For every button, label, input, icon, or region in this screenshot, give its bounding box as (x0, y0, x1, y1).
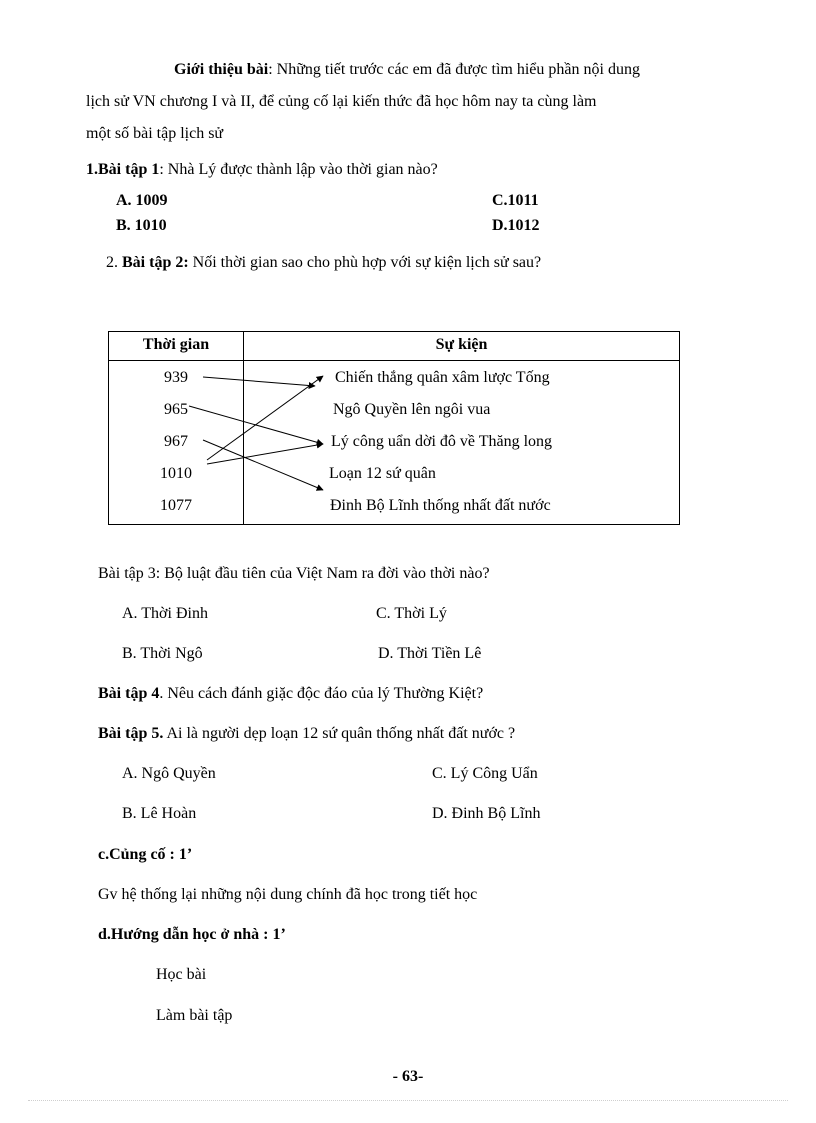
exercise-2-label: Bài tập 2: (122, 254, 189, 271)
exercise-1-label: 1.Bài tập 1 (86, 161, 160, 178)
intro-line-3: một số bài tập lịch sử (86, 125, 224, 142)
exercise-3-question: Bài tập 3: Bộ luật đầu tiên của Việt Nam ra đời vào thời nào? (98, 565, 490, 582)
homework-item: Làm bài tập (156, 1007, 233, 1024)
homework-heading: d.Hướng dẫn học ở nhà : 1’ (98, 926, 286, 943)
page-number: - 63- (392, 1068, 424, 1085)
consolidate-text: Gv hệ thống lại những nội dung chính đã học trong tiết học (98, 886, 478, 903)
year-cell: 1077 (160, 497, 192, 514)
consolidate-heading: c.Củng cố : 1’ (98, 846, 193, 863)
homework-item: Học bài (156, 966, 207, 983)
exercise-5-label: Bài tập 5. (98, 725, 164, 742)
exercise-2-question (106, 253, 541, 273)
exercise-1-question (86, 160, 438, 180)
exercise-5-question (98, 724, 515, 744)
exercise-1-option-d: D.1012 (492, 217, 540, 234)
intro-text-1: : Những tiết trước các em đã được tìm hiểu phần nội dung (268, 61, 640, 78)
exercise-1-text: : Nhà Lý được thành lập vào thời gian nào? (159, 161, 438, 178)
event-cell: Ngô Quyền lên ngôi vua (333, 401, 491, 418)
exercise-1-option-c: C.1011 (492, 192, 539, 209)
event-cell: Loạn 12 sứ quân (329, 465, 436, 482)
exercise-5-option-d: D. Đinh Bộ Lĩnh (432, 805, 541, 822)
year-cell: 1010 (160, 465, 192, 482)
exercise-5-text: Ai là người dẹp loạn 12 sứ quân thống nhất đất nước ? (163, 725, 516, 742)
exercise-1-option-b: B. 1010 (116, 217, 167, 234)
exercise-4-label: Bài tập 4 (98, 685, 160, 702)
year-cell: 965 (164, 401, 188, 418)
footer-rule (28, 1100, 788, 1101)
matching-arrows (109, 332, 681, 526)
exercise-3-option-a: A. Thời Đinh (122, 605, 208, 622)
exercise-5-option-b: B. Lê Hoàn (122, 805, 197, 822)
event-cell: Đinh Bộ Lĩnh thống nhất đất nước (330, 497, 551, 514)
event-cell: Chiến thắng quân xâm lược Tống (335, 369, 550, 386)
intro-line-1 (174, 60, 640, 80)
exercise-3-option-b: B. Thời Ngô (122, 645, 203, 662)
year-cell: 939 (164, 369, 188, 386)
year-cell: 967 (164, 433, 188, 450)
exercise-2-text: Nối thời gian sao cho phù hợp với sự kiện lịch sử sau? (188, 254, 542, 271)
intro-label: Giới thiệu bài (174, 61, 269, 78)
exercise-4-text: . Nêu cách đánh giặc độc đáo của lý Thường Kiệt? (159, 685, 484, 702)
exercise-5-option-a: A. Ngô Quyền (122, 765, 216, 782)
matching-table (108, 331, 680, 525)
exercise-4-question (98, 684, 483, 704)
intro-line-2: lịch sử VN chương I và II, để củng cố lại kiến thức đã học hôm nay ta cùng làm (86, 93, 597, 110)
table-header-time: Thời gian (142, 336, 210, 353)
table-header-event: Sự kiện (435, 336, 488, 353)
exercise-5-option-c: C. Lý Công Uẩn (432, 765, 538, 782)
exercise-1-option-a: A. 1009 (116, 192, 168, 209)
exercise-3-option-d: D. Thời Tiền Lê (378, 645, 482, 662)
arrow-line (203, 377, 315, 386)
exercise-2-prefix: 2. (106, 254, 122, 271)
exercise-3-option-c: C. Thời Lý (376, 605, 447, 622)
event-cell: Lý công uẩn dời đô về Thăng long (331, 433, 553, 450)
